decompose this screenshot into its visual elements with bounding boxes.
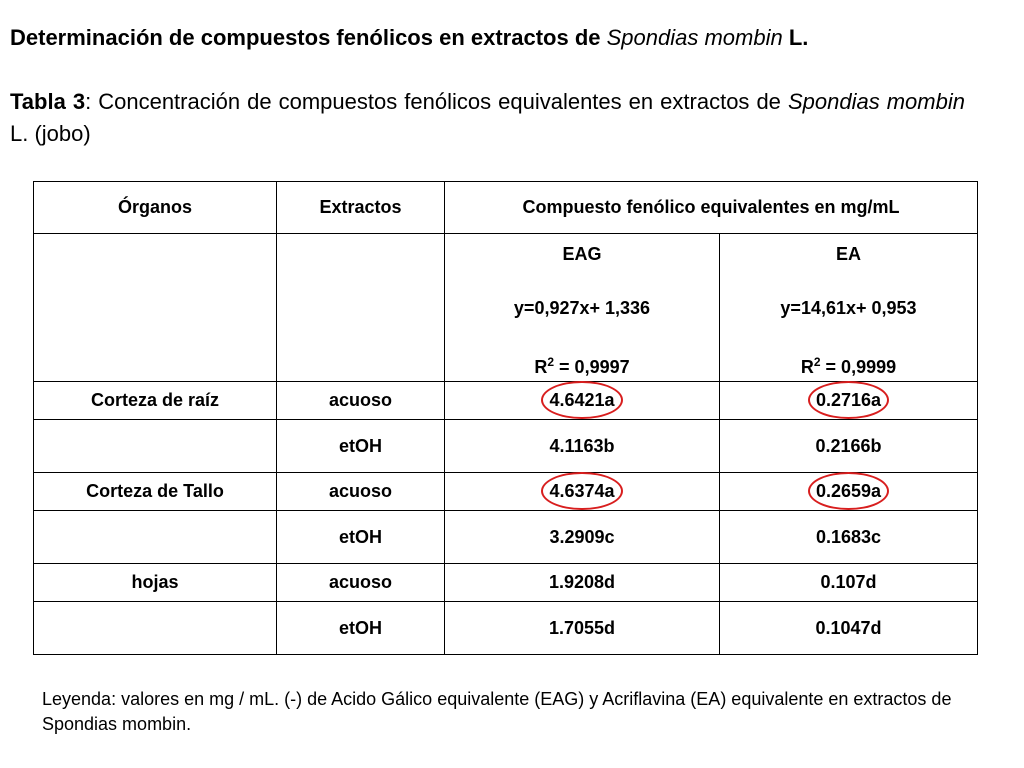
- extract-cell: etOH: [277, 511, 445, 564]
- organ-cell: [34, 602, 277, 655]
- table-row: [34, 382, 978, 420]
- ea-value-cell: 0.1683c: [720, 511, 978, 564]
- circled-value: 0.2716a: [815, 390, 882, 410]
- title-species: Spondias mombin: [606, 25, 783, 50]
- ea-label: EA: [835, 244, 861, 264]
- ea-value-cell: 0.2166b: [720, 420, 978, 473]
- table-row: [34, 564, 978, 602]
- equation-row: [34, 234, 978, 382]
- circled-value: 4.6374a: [549, 481, 615, 501]
- empty-cell: [34, 234, 277, 382]
- ea-value-cell: 0.1047d: [720, 602, 978, 655]
- empty-cell: [277, 234, 445, 382]
- organ-cell: Corteza de Tallo: [34, 473, 277, 511]
- extract-cell: etOH: [277, 602, 445, 655]
- ea-equation: y=14,61x+ 0,953: [780, 298, 917, 318]
- extract-cell: acuoso: [277, 473, 445, 511]
- eag-label: EAG: [562, 244, 602, 264]
- ea-value-cell: [720, 382, 978, 420]
- header-compuesto: Compuesto fenólico equivalentes en mg/mL: [445, 182, 978, 234]
- slide-title: [10, 22, 1010, 54]
- ea-r2: $R^2 = 0,9999$: [800, 355, 897, 377]
- table-header-row: [34, 182, 978, 234]
- table-row: [34, 473, 978, 511]
- eag-value-cell: 1.9208d: [445, 564, 720, 602]
- circled-value: 4.6421a: [549, 390, 615, 410]
- ea-value-cell: [720, 473, 978, 511]
- eag-value-cell: [445, 473, 720, 511]
- caption-text: : Concentración de compuestos fenólicos equivalentes en extractos de: [85, 89, 781, 114]
- table-caption: [10, 86, 965, 150]
- legend-text: Leyenda: valores en mg / mL. (-) de Acido Gálico equivalente (EAG) y Acriflavina (EA) equivalente en extractos de Spondias mombin.: [42, 689, 952, 734]
- extract-cell: etOH: [277, 420, 445, 473]
- caption-suffix: L. (jobo): [10, 121, 91, 146]
- extract-cell: acuoso: [277, 564, 445, 602]
- table-row: [34, 511, 978, 564]
- circled-value: 0.2659a: [815, 481, 882, 501]
- extract-cell: acuoso: [277, 382, 445, 420]
- eag-value-cell: 3.2909c: [445, 511, 720, 564]
- header-extractos: Extractos: [277, 182, 445, 234]
- table-row: [34, 602, 978, 655]
- caption-species: Spondias mombin: [787, 89, 965, 114]
- eag-value-cell: 4.1163b: [445, 420, 720, 473]
- organ-cell: hojas: [34, 564, 277, 602]
- organ-cell: [34, 511, 277, 564]
- caption-label: Tabla 3: [10, 89, 86, 114]
- eag-r2: $R^2 = 0,9997$: [534, 355, 630, 377]
- eag-value-cell: [445, 382, 720, 420]
- title-text: Determinación de compuestos fenólicos en extractos de: [10, 25, 601, 50]
- eag-equation: y=0,927x+ 1,336: [513, 298, 651, 318]
- organ-cell: [34, 420, 277, 473]
- eag-value-cell: 1.7055d: [445, 602, 720, 655]
- title-suffix: L.: [788, 25, 809, 50]
- phenolic-table: [33, 181, 978, 655]
- ea-value-cell: 0.107d: [720, 564, 978, 602]
- table-row: [34, 420, 978, 473]
- eag-equation-cell: [445, 234, 720, 382]
- header-organos: Órganos: [34, 182, 277, 234]
- ea-equation-cell: [720, 234, 978, 382]
- organ-cell: Corteza de raíz: [34, 382, 277, 420]
